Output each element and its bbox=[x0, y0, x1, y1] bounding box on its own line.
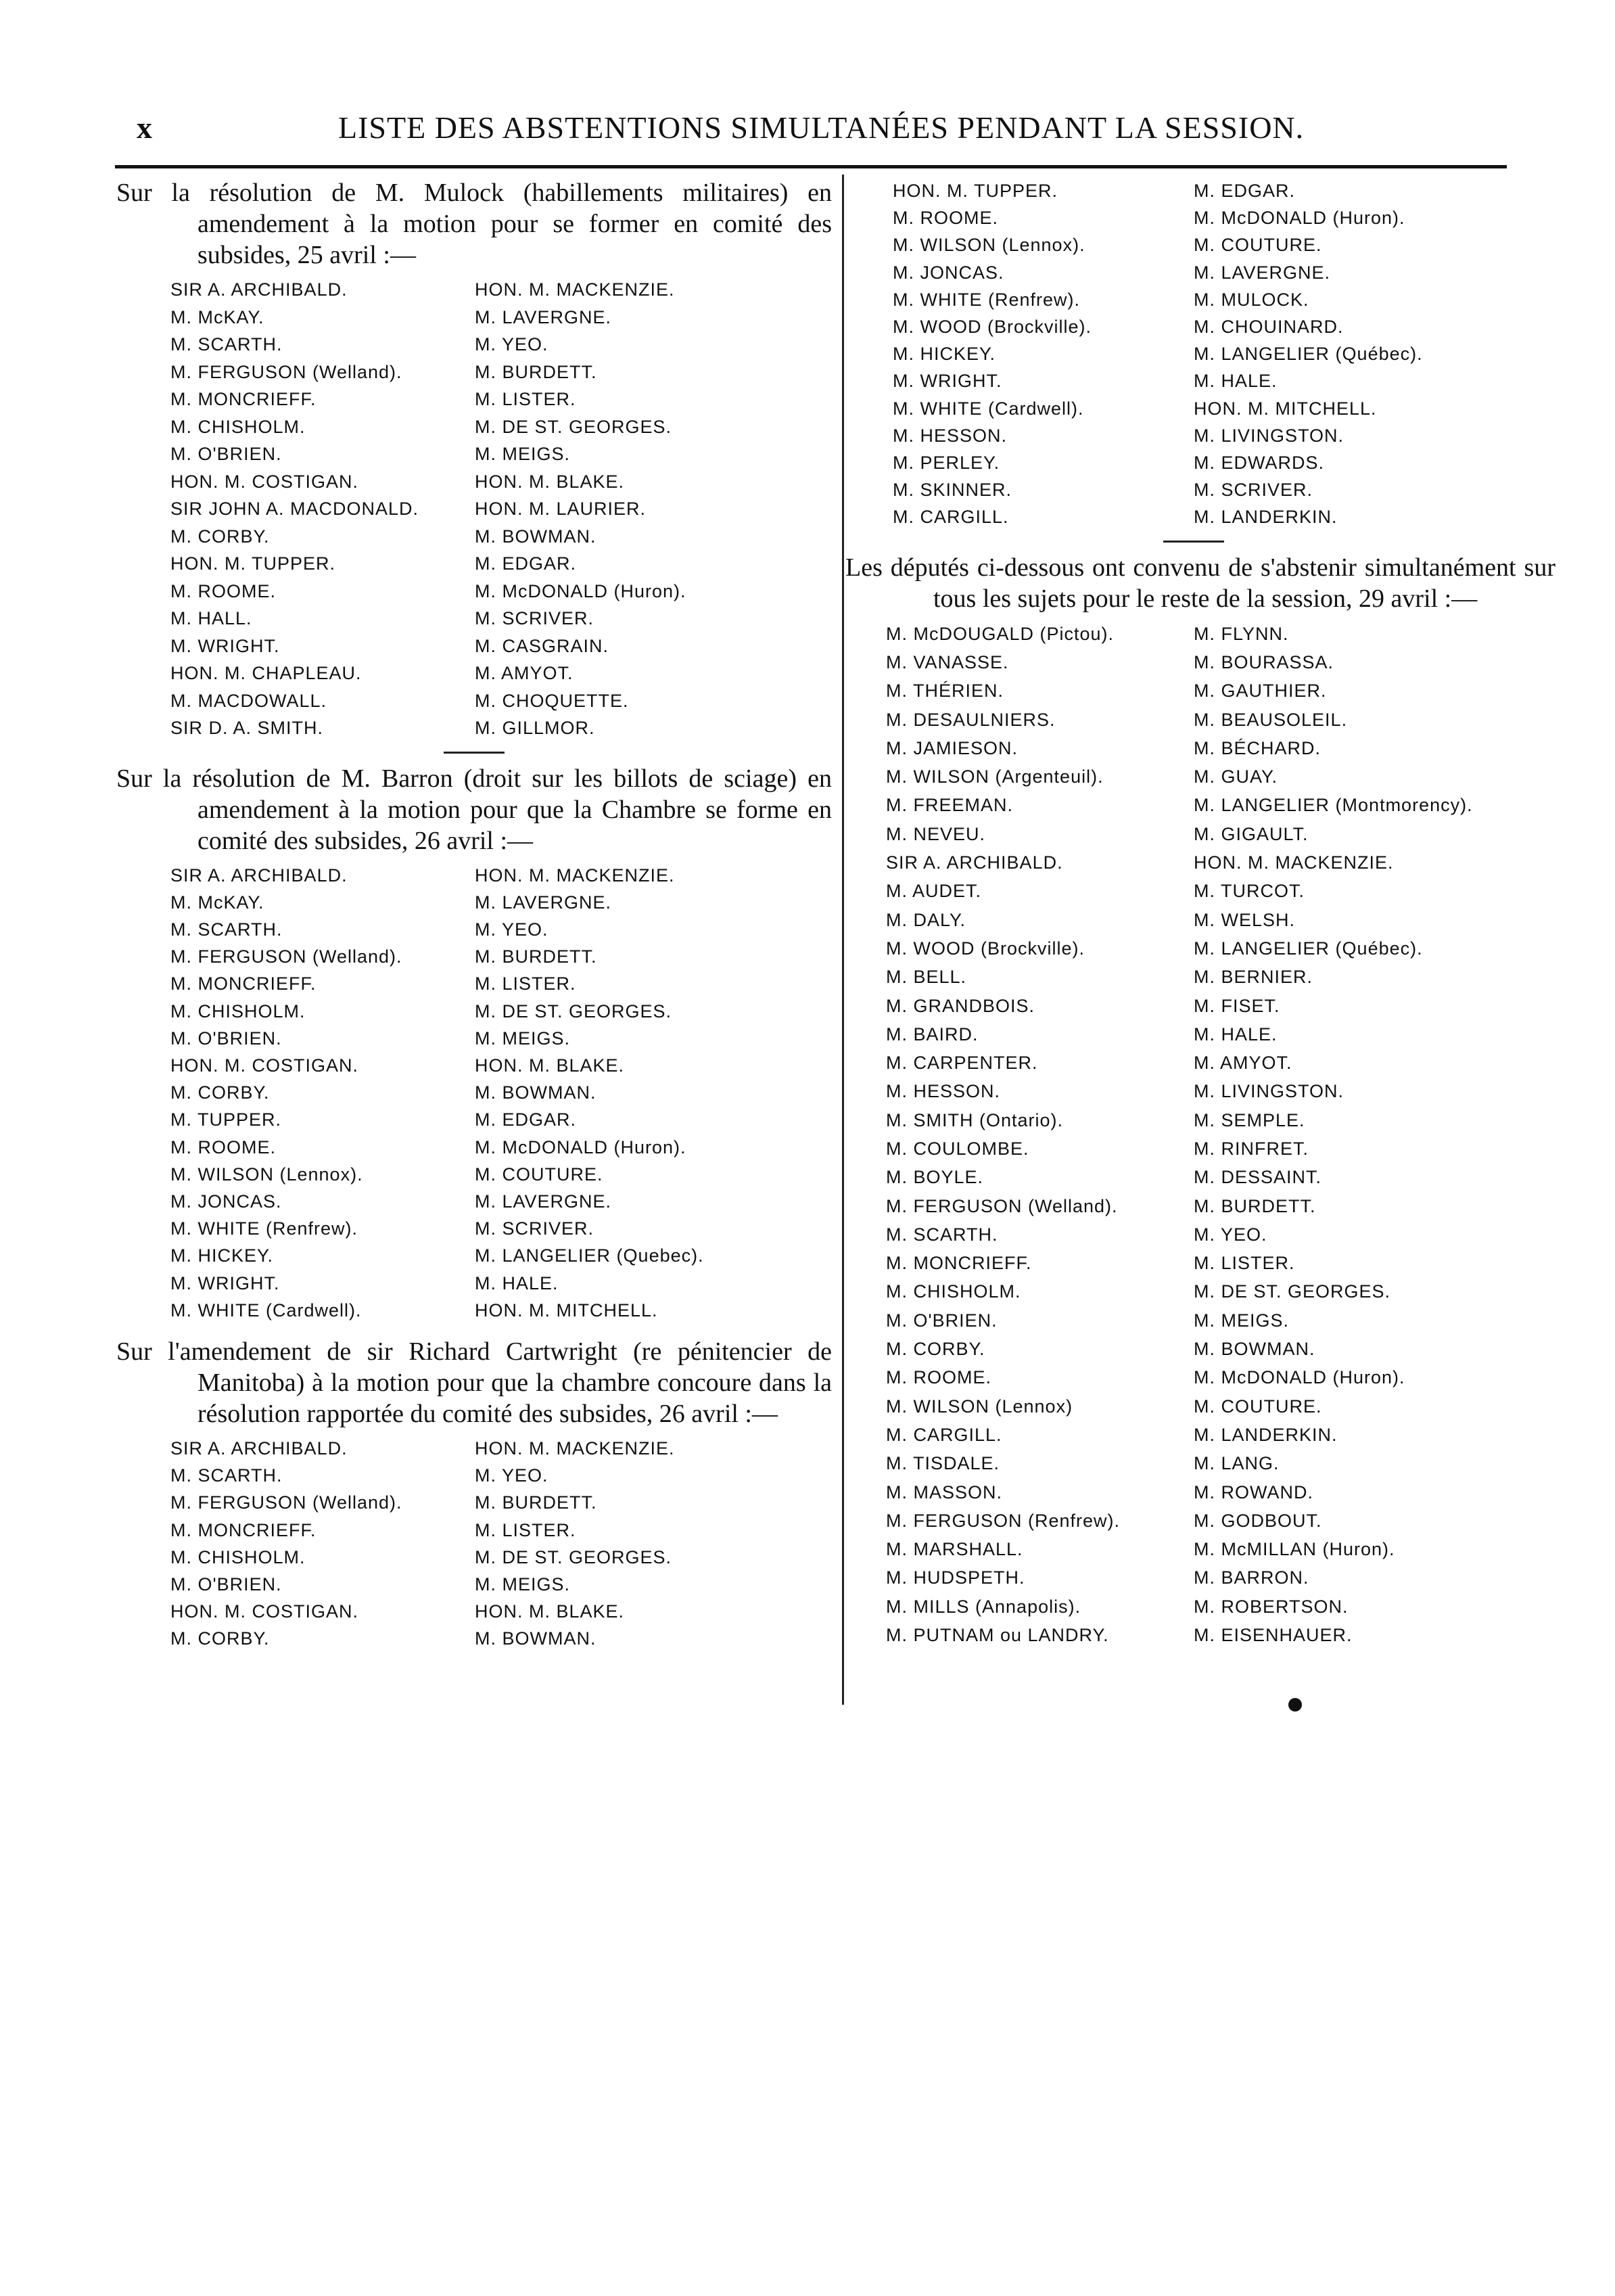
left-column bbox=[116, 177, 832, 1653]
member-name: M. O'BRIEN. bbox=[170, 1028, 282, 1049]
member-name: M. CASGRAIN. bbox=[475, 635, 609, 656]
member-name: M. PUTNAM ou LANDRY. bbox=[886, 1625, 1109, 1646]
member-name: M. CARPENTER. bbox=[886, 1053, 1038, 1074]
section-intro: Les députés ci-dessous ont convenu de s'abstenir simultanément sur tous les sujets pour le reste de la session, 29 avril :— bbox=[845, 553, 1555, 613]
member-name: M. HUDSPETH. bbox=[886, 1567, 1025, 1588]
member-name: HON. M. MACKENZIE. bbox=[475, 865, 675, 886]
section-cartwright-continued bbox=[845, 177, 1555, 531]
member-name: M. LISTER. bbox=[475, 389, 576, 409]
member-name: M. MILLS (Annapolis). bbox=[886, 1596, 1081, 1617]
member-name: M. PERLEY. bbox=[893, 453, 1000, 474]
member-name: M. LANGELIER (Montmorency). bbox=[1194, 795, 1473, 816]
member-name: M. HALE. bbox=[475, 1272, 559, 1293]
member-name: M. COUTURE. bbox=[1194, 235, 1322, 256]
section-cartwright bbox=[116, 1336, 832, 1653]
member-name: M. WILSON (Lennox) bbox=[886, 1396, 1073, 1417]
names-list bbox=[116, 862, 832, 1324]
member-name: M. EDGAR. bbox=[475, 1109, 577, 1130]
member-name: M. TISDALE. bbox=[886, 1453, 1000, 1474]
member-name: M. MARSHALL. bbox=[886, 1539, 1023, 1560]
member-name: M. ROOME. bbox=[886, 1367, 991, 1388]
member-name: M. O'BRIEN. bbox=[170, 444, 282, 464]
member-name: M. DE ST. GEORGES. bbox=[475, 416, 672, 437]
member-name: M. MONCRIEFF. bbox=[170, 973, 317, 994]
member-name: M. CORBY. bbox=[170, 526, 270, 547]
names-list bbox=[116, 276, 832, 742]
member-name: M. WILSON (Lennox). bbox=[893, 235, 1085, 256]
member-name: M. LANGELIER (Québec). bbox=[1194, 938, 1423, 959]
names-list bbox=[845, 177, 1555, 531]
member-name: M. McKAY. bbox=[170, 306, 264, 327]
member-name: M. EDGAR. bbox=[475, 553, 577, 574]
member-name: M. CHISHOLM. bbox=[170, 416, 306, 437]
printer-mark bbox=[1288, 1698, 1302, 1712]
member-name: M. AUDET. bbox=[886, 881, 982, 902]
page-number: x bbox=[137, 110, 152, 145]
member-name: M. SMITH (Ontario). bbox=[886, 1109, 1064, 1130]
member-name: SIR A. ARCHIBALD. bbox=[170, 865, 348, 886]
member-name: M. YEO. bbox=[475, 334, 548, 354]
member-name: M. WHITE (Renfrew). bbox=[893, 289, 1081, 310]
member-name: M. CHISHOLM. bbox=[170, 1546, 306, 1567]
member-name: M. SCARTH. bbox=[886, 1224, 998, 1245]
running-title: LISTE DES ABSTENTIONS SIMULTANÉES PENDANT LA SESSION. bbox=[338, 110, 1305, 145]
member-name: HON. M. COSTIGAN. bbox=[170, 1055, 359, 1076]
section-rest-of-session bbox=[845, 552, 1555, 1650]
member-name: M. AMYOT. bbox=[1194, 1053, 1292, 1074]
member-name: M. LAVERGNE. bbox=[475, 1191, 612, 1212]
member-name: M. SCRIVER. bbox=[475, 1218, 594, 1239]
member-name: M. CHOQUETTE. bbox=[475, 690, 629, 711]
member-name: HON. M. BLAKE. bbox=[475, 1601, 625, 1622]
member-name: M. YEO. bbox=[1194, 1224, 1267, 1245]
member-name: M. BÉCHARD. bbox=[1194, 737, 1321, 758]
member-name: M. FERGUSON (Welland). bbox=[886, 1195, 1118, 1216]
member-name: M. McDONALD (Huron). bbox=[1194, 208, 1405, 229]
member-name: M. BARRON. bbox=[1194, 1567, 1309, 1588]
member-name: M. LANGELIER (Quebec). bbox=[475, 1245, 704, 1266]
member-name: SIR A. ARCHIBALD. bbox=[886, 852, 1063, 873]
member-name: M. AMYOT. bbox=[475, 663, 574, 683]
member-name: M. BEAUSOLEIL. bbox=[1194, 709, 1348, 730]
member-name: M. BOWMAN. bbox=[475, 1628, 596, 1649]
member-name: M. GAUTHIER. bbox=[1194, 681, 1327, 702]
member-name: M. BAIRD. bbox=[886, 1024, 979, 1044]
member-name: M. HESSON. bbox=[886, 1081, 1001, 1102]
member-name: M. WRIGHT. bbox=[170, 1272, 280, 1293]
member-name: M. JAMIESON. bbox=[886, 737, 1019, 758]
member-name: M. McKAY. bbox=[170, 892, 264, 913]
member-name: M. RINFRET. bbox=[1194, 1138, 1309, 1159]
member-name: M. MEIGS. bbox=[1194, 1310, 1290, 1331]
member-name: M. LANDERKIN. bbox=[1194, 507, 1338, 528]
member-name: M. BURDETT. bbox=[1194, 1195, 1316, 1216]
member-name: HON. M. MACKENZIE. bbox=[475, 279, 675, 300]
section-barron bbox=[116, 763, 832, 1324]
member-name: M. McDONALD (Huron). bbox=[1194, 1367, 1405, 1388]
member-name: HON. M. COSTIGAN. bbox=[170, 1601, 359, 1622]
member-name: M. DE ST. GEORGES. bbox=[1194, 1281, 1391, 1302]
member-name: HON. M. TUPPER. bbox=[893, 181, 1058, 201]
member-name: M. HICKEY. bbox=[893, 344, 996, 365]
names-list bbox=[845, 620, 1555, 1650]
member-name: M. LAVERGNE. bbox=[475, 306, 612, 327]
member-name: HON. M. MACKENZIE. bbox=[1194, 852, 1394, 873]
member-name: M. YEO. bbox=[475, 1465, 548, 1486]
member-name: M. CARGILL. bbox=[893, 507, 1009, 528]
member-name: M. McDOUGALD (Pictou). bbox=[886, 623, 1115, 644]
member-name: M. BOYLE. bbox=[886, 1167, 984, 1188]
member-name: M. WRIGHT. bbox=[893, 371, 1002, 392]
section-separator bbox=[444, 752, 505, 754]
member-name: HON. M. BLAKE. bbox=[475, 471, 625, 492]
member-name: M. BURDETT. bbox=[475, 946, 597, 967]
member-name: M. BURDETT. bbox=[475, 1492, 597, 1513]
member-name: HON. M. MACKENZIE. bbox=[475, 1438, 675, 1459]
member-name: M. TURCOT. bbox=[1194, 881, 1305, 902]
member-name: M. MASSON. bbox=[886, 1482, 1003, 1502]
member-name: M. ROOME. bbox=[170, 1136, 276, 1157]
right-column bbox=[845, 177, 1555, 1649]
member-name: M. LISTER. bbox=[1194, 1253, 1295, 1274]
member-name: HON. M. CHAPLEAU. bbox=[170, 663, 362, 683]
member-name: M. MULOCK. bbox=[1194, 289, 1309, 310]
member-name: M. SKINNER. bbox=[893, 480, 1012, 501]
member-name: HON. M. MITCHELL. bbox=[1194, 398, 1377, 419]
member-name: SIR D. A. SMITH. bbox=[170, 718, 324, 738]
member-name: M. McDONALD (Huron). bbox=[475, 1136, 686, 1157]
member-name: M. YEO. bbox=[475, 919, 548, 940]
member-name: M. SCRIVER. bbox=[475, 608, 594, 628]
member-name: M. GRANDBOIS. bbox=[886, 995, 1035, 1016]
member-name: SIR A. ARCHIBALD. bbox=[170, 279, 348, 300]
member-name: M. NEVEU. bbox=[886, 823, 986, 844]
member-name: SIR JOHN A. MACDONALD. bbox=[170, 499, 419, 519]
names-list bbox=[116, 1435, 832, 1653]
member-name: M. COUTURE. bbox=[475, 1164, 603, 1185]
member-name: M. CHISHOLM. bbox=[170, 1001, 306, 1021]
member-name: M. EISENHAUER. bbox=[1194, 1625, 1353, 1646]
member-name: M. FERGUSON (Renfrew). bbox=[886, 1510, 1121, 1531]
member-name: M. HICKEY. bbox=[170, 1245, 274, 1266]
member-name: M. DE ST. GEORGES. bbox=[475, 1546, 672, 1567]
member-name: M. WELSH. bbox=[1194, 909, 1296, 930]
member-name: M. LANG. bbox=[1194, 1453, 1280, 1474]
member-name: M. LISTER. bbox=[475, 1519, 576, 1540]
member-name: M. CHISHOLM. bbox=[886, 1281, 1021, 1302]
member-name: M. WHITE (Cardwell). bbox=[170, 1300, 362, 1321]
member-name: M. McDONALD (Huron). bbox=[475, 580, 686, 601]
member-name: M. SCARTH. bbox=[170, 334, 283, 354]
member-name: M. GODBOUT. bbox=[1194, 1510, 1322, 1531]
section-mulock bbox=[116, 177, 832, 742]
member-name: M. SEMPLE. bbox=[1194, 1109, 1305, 1130]
member-name: M. MONCRIEFF. bbox=[886, 1253, 1032, 1274]
member-name: M. BOWMAN. bbox=[475, 1082, 596, 1103]
member-name: M. WILSON (Argenteuil). bbox=[886, 766, 1104, 787]
member-name: M. DALY. bbox=[886, 909, 966, 930]
member-name: M. FERGUSON (Welland). bbox=[170, 1492, 402, 1513]
member-name: M. CORBY. bbox=[170, 1628, 270, 1649]
section-separator bbox=[1163, 541, 1224, 543]
member-name: HON. M. MITCHELL. bbox=[475, 1300, 658, 1321]
member-name: M. FLYNN. bbox=[1194, 623, 1289, 644]
member-name: M. TUPPER. bbox=[170, 1109, 282, 1130]
member-name: M. LAVERGNE. bbox=[475, 892, 612, 913]
member-name: M. CORBY. bbox=[170, 1082, 270, 1103]
member-name: M. HESSON. bbox=[893, 425, 1008, 446]
member-name: M. BERNIER. bbox=[1194, 967, 1313, 988]
member-name: M. GIGAULT. bbox=[1194, 823, 1309, 844]
member-name: M. FISET. bbox=[1194, 995, 1280, 1016]
member-name: M. EDGAR. bbox=[1194, 181, 1296, 201]
member-name: M. LANGELIER (Québec). bbox=[1194, 344, 1423, 365]
member-name: M. WOOD (Brockville). bbox=[886, 938, 1085, 959]
member-name: M. SCRIVER. bbox=[1194, 480, 1313, 501]
member-name: M. GUAY. bbox=[1194, 766, 1278, 787]
section-intro: Sur la résolution de M. Mulock (habillements militaires) en amendement à la motion pour se former en comité des subsides, 25 avril :— bbox=[116, 179, 832, 269]
member-name: M. LISTER. bbox=[475, 973, 576, 994]
member-name: M. WOOD (Brockville). bbox=[893, 317, 1092, 338]
member-name: M. MEIGS. bbox=[475, 444, 571, 464]
member-name: SIR A. ARCHIBALD. bbox=[170, 1438, 348, 1459]
member-name: M. SCARTH. bbox=[170, 1465, 283, 1486]
member-name: M. HALE. bbox=[1194, 1024, 1278, 1044]
member-name: M. DE ST. GEORGES. bbox=[475, 1001, 672, 1021]
section-intro: Sur l'amendement de sir Richard Cartwright (re pénitencier de Manitoba) à la motion pour que la chambre concoure dans la résolution rapportée du comité des subsides, 26 avril :— bbox=[116, 1337, 832, 1428]
member-name: M. CHOUINARD. bbox=[1194, 317, 1344, 338]
member-name: M. McMILLAN (Huron). bbox=[1194, 1539, 1395, 1560]
member-name: HON. M. LAURIER. bbox=[475, 499, 647, 519]
member-name: M. BOWMAN. bbox=[1194, 1339, 1315, 1360]
member-name: M. FERGUSON (Welland). bbox=[170, 946, 402, 967]
member-name: M. LAVERGNE. bbox=[1194, 262, 1331, 283]
member-name: M. COULOMBE. bbox=[886, 1138, 1029, 1159]
member-name: M. MONCRIEFF. bbox=[170, 1519, 317, 1540]
member-name: M. WILSON (Lennox). bbox=[170, 1164, 363, 1185]
member-name: M. WRIGHT. bbox=[170, 635, 280, 656]
member-name: M. SCARTH. bbox=[170, 919, 283, 940]
member-name: M. FREEMAN. bbox=[886, 795, 1014, 816]
member-name: M. EDWARDS. bbox=[1194, 453, 1324, 474]
member-name: M. O'BRIEN. bbox=[886, 1310, 998, 1331]
member-name: HON. M. BLAKE. bbox=[475, 1055, 625, 1076]
member-name: M. DESSAINT. bbox=[1194, 1167, 1322, 1188]
member-name: M. COUTURE. bbox=[1194, 1396, 1322, 1417]
member-name: M. O'BRIEN. bbox=[170, 1574, 282, 1594]
member-name: M. FERGUSON (Welland). bbox=[170, 361, 402, 382]
member-name: M. BOWMAN. bbox=[475, 526, 596, 547]
member-name: M. JONCAS. bbox=[170, 1191, 282, 1212]
member-name: M. BELL. bbox=[886, 967, 967, 988]
member-name: M. MONCRIEFF. bbox=[170, 389, 317, 409]
column-divider bbox=[842, 175, 844, 1705]
member-name: M. THÉRIEN. bbox=[886, 681, 1004, 702]
member-name: M. ROOME. bbox=[893, 208, 998, 229]
member-name: M. MEIGS. bbox=[475, 1574, 571, 1594]
member-name: M. WHITE (Cardwell). bbox=[893, 398, 1084, 419]
member-name: HON. M. TUPPER. bbox=[170, 553, 336, 574]
header-rule bbox=[115, 165, 1507, 168]
page-header bbox=[122, 100, 1501, 165]
section-intro: Sur la résolution de M. Barron (droit sur les billots de sciage) en amendement à la motion pour que la Chambre se forme en comité des subsides, 26 avril :— bbox=[116, 764, 832, 855]
member-name: M. LANDERKIN. bbox=[1194, 1424, 1338, 1445]
member-name: M. HALE. bbox=[1194, 371, 1278, 392]
member-name: M. LIVINGSTON. bbox=[1194, 425, 1344, 446]
member-name: M. JONCAS. bbox=[893, 262, 1004, 283]
member-name: M. DESAULNIERS. bbox=[886, 709, 1056, 730]
member-name: M. CORBY. bbox=[886, 1339, 985, 1360]
member-name: M. CARGILL. bbox=[886, 1424, 1002, 1445]
member-name: M. HALL. bbox=[170, 608, 252, 628]
member-name: M. BURDETT. bbox=[475, 361, 597, 382]
member-name: M. BOURASSA. bbox=[1194, 651, 1334, 672]
member-name: M. ROBERTSON. bbox=[1194, 1596, 1349, 1617]
member-name: M. MACDOWALL. bbox=[170, 690, 327, 711]
member-name: HON. M. COSTIGAN. bbox=[170, 471, 359, 492]
member-name: M. MEIGS. bbox=[475, 1028, 571, 1049]
member-name: M. LIVINGSTON. bbox=[1194, 1081, 1344, 1102]
member-name: M. VANASSE. bbox=[886, 651, 1009, 672]
member-name: M. ROWAND. bbox=[1194, 1482, 1313, 1502]
member-name: M. WHITE (Renfrew). bbox=[170, 1218, 358, 1239]
member-name: M. GILLMOR. bbox=[475, 718, 595, 738]
member-name: M. ROOME. bbox=[170, 580, 276, 601]
